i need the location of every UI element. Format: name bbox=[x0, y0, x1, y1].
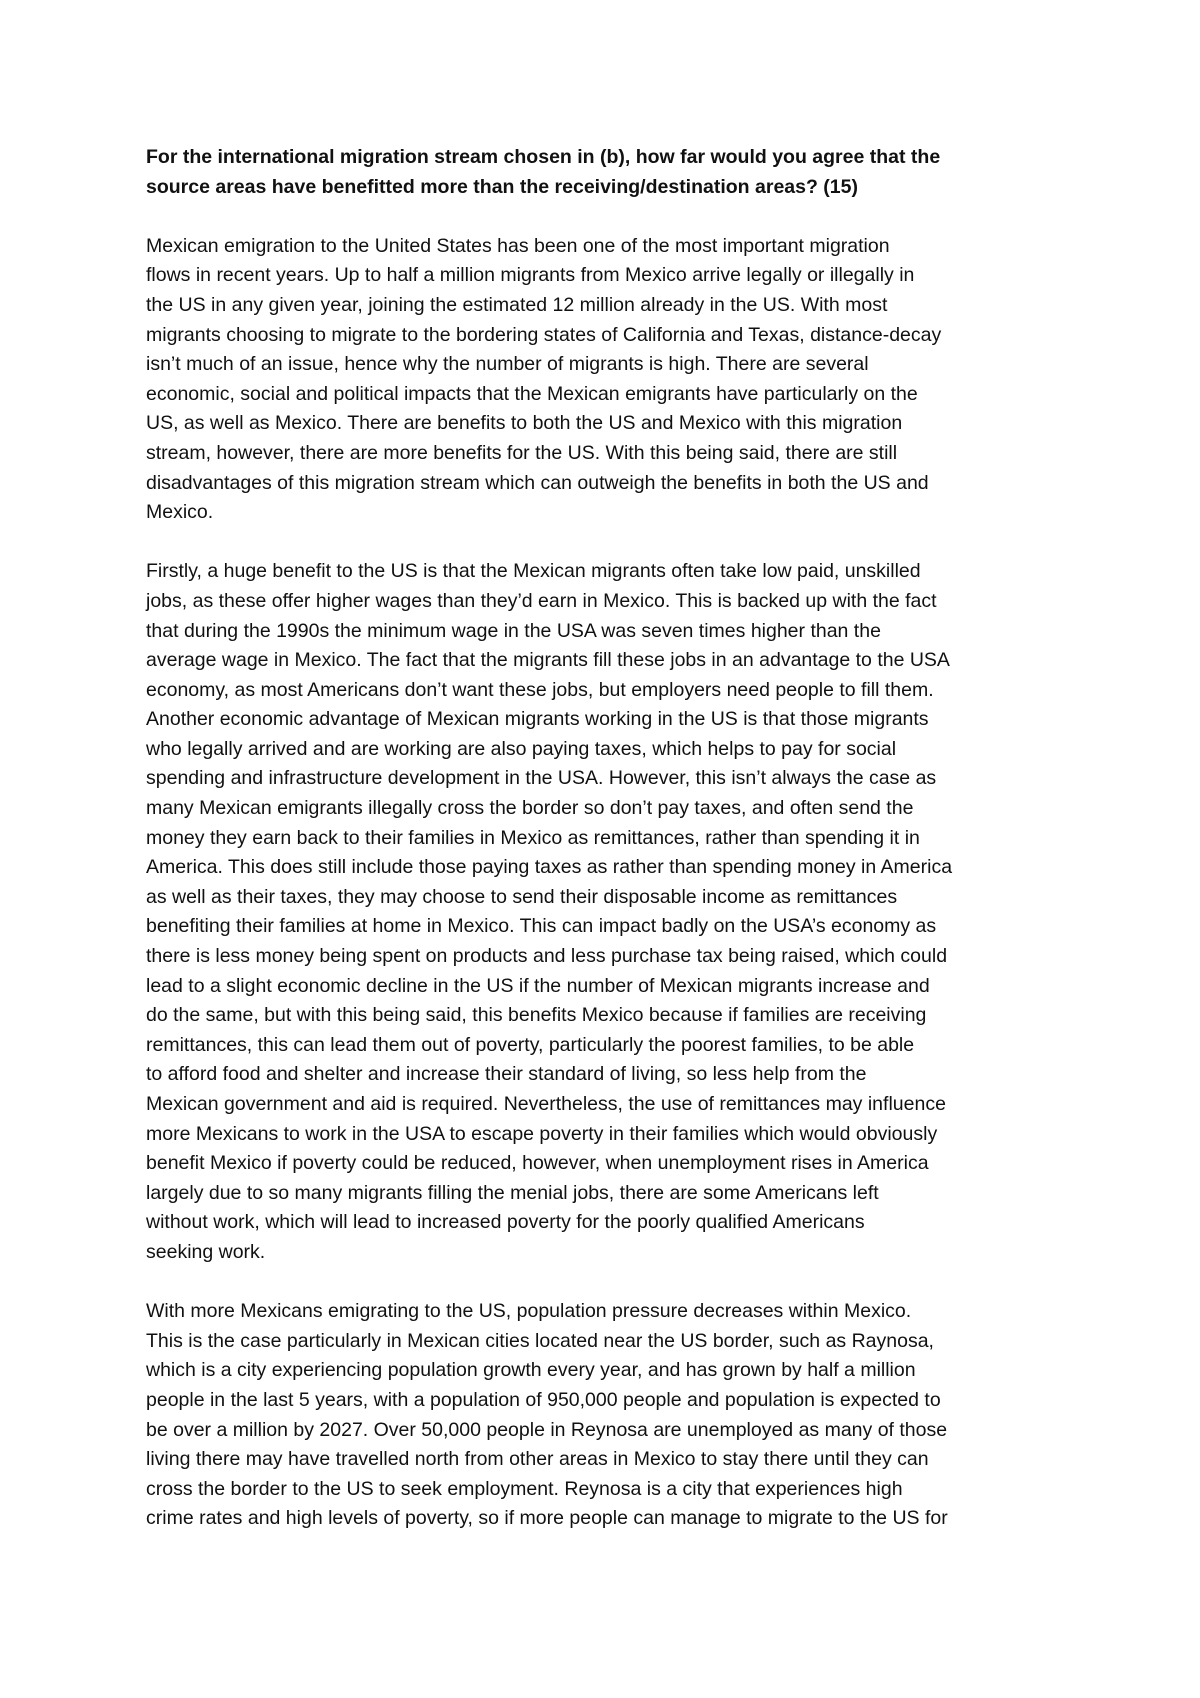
essay-paragraphs bbox=[146, 232, 1086, 1534]
text-line: as well as their taxes, they may choose to send their disposable income as remittances bbox=[146, 885, 898, 908]
text-line: to afford food and shelter and increase their standard of living, so less help from the bbox=[146, 1063, 867, 1086]
text-line: average wage in Mexico. The fact that the migrants fill these jobs in an advantage to the USA bbox=[146, 649, 950, 672]
text-line: This is the case particularly in Mexican cities located near the US border, such as Raynosa, bbox=[146, 1329, 934, 1352]
text-line: people in the last 5 years, with a population of 950,000 people and population is expected to bbox=[146, 1388, 941, 1411]
heading-line: For the international migration stream chosen in (b), how far would you agree that the bbox=[146, 146, 941, 168]
text-line: many Mexican emigrants illegally cross the border so don’t pay taxes, and often send the bbox=[146, 797, 914, 820]
text-line: Another economic advantage of Mexican migrants working in the US is that those migrants bbox=[146, 708, 929, 731]
text-line: be over a million by 2027. Over 50,000 people in Reynosa are unemployed as many of those bbox=[146, 1418, 948, 1441]
text-line: Mexico. bbox=[146, 501, 214, 524]
text-line: money they earn back to their families in Mexico as remittances, rather than spending it in bbox=[146, 826, 920, 849]
text-line: Mexican government and aid is required. Nevertheless, the use of remittances may influence bbox=[146, 1093, 946, 1115]
text-line: more Mexicans to work in the USA to escape poverty in their families which would obviously bbox=[146, 1122, 938, 1145]
text-line: that during the 1990s the minimum wage in the USA was seven times higher than the bbox=[146, 619, 881, 642]
text-line: crime rates and high levels of poverty, so if more people can manage to migrate to the US for bbox=[146, 1507, 948, 1530]
text-line: benefit Mexico if poverty could be reduced, however, when unemployment rises in America bbox=[146, 1152, 929, 1175]
text-line: benefiting their families at home in Mexico. This can impact badly on the USA’s economy as bbox=[146, 915, 937, 938]
text-line: isn’t much of an issue, hence why the number of migrants is high. There are several bbox=[146, 353, 869, 376]
paragraph bbox=[146, 557, 1086, 1267]
text-line: without work, which will lead to increased poverty for the poorly qualified Americans bbox=[146, 1211, 865, 1234]
text-line: the US in any given year, joining the estimated 12 million already in the US. With most bbox=[146, 293, 888, 316]
text-line: spending and infrastructure development in the USA. However, this isn’t always the case as bbox=[146, 767, 937, 790]
text-line: migrants choosing to migrate to the bordering states of California and Texas, distance-decay bbox=[146, 323, 942, 346]
text-line: flows in recent years. Up to half a million migrants from Mexico arrive legally or illegally in bbox=[146, 264, 915, 287]
text-line: disadvantages of this migration stream which can outweigh the benefits in both the US and bbox=[146, 471, 929, 494]
text-line: lead to a slight economic decline in the US if the number of Mexican migrants increase and bbox=[146, 974, 930, 997]
paragraph bbox=[146, 232, 1086, 528]
text-line: who legally arrived and are working are also paying taxes, which helps to pay for social bbox=[146, 737, 897, 760]
text-line: cross the border to the US to seek employment. Reynosa is a city that experiences high bbox=[146, 1477, 903, 1500]
heading-line: source areas have benefitted more than the receiving/destination areas? (15) bbox=[146, 175, 858, 198]
text-line: remittances, this can lead them out of poverty, particularly the poorest families, to be able bbox=[146, 1033, 915, 1056]
text-line: living there may have travelled north from other areas in Mexico to stay there until they can bbox=[146, 1448, 929, 1471]
text-line: which is a city experiencing population growth every year, and has grown by half a million bbox=[146, 1359, 916, 1382]
text-line: With more Mexicans emigrating to the US, population pressure decreases within Mexico. bbox=[146, 1300, 912, 1323]
question-heading bbox=[146, 143, 1086, 202]
text-line: economy, as most Americans don’t want these jobs, but employers need people to fill them. bbox=[146, 678, 934, 701]
document-body bbox=[146, 143, 1086, 1564]
text-line: jobs, as these offer higher wages than they’d earn in Mexico. This is backed up with the fact bbox=[146, 589, 937, 612]
text-line: Firstly, a huge benefit to the US is that the Mexican migrants often take low paid, unskilled bbox=[146, 560, 921, 583]
paragraph bbox=[146, 1297, 1086, 1534]
text-line: there is less money being spent on products and less purchase tax being raised, which could bbox=[146, 945, 948, 968]
text-line: stream, however, there are more benefits for the US. With this being said, there are still bbox=[146, 441, 898, 464]
text-line: seeking work. bbox=[146, 1240, 266, 1263]
text-line: largely due to so many migrants filling the menial jobs, there are some Americans left bbox=[146, 1181, 879, 1204]
text-line: US, as well as Mexico. There are benefits to both the US and Mexico with this migration bbox=[146, 412, 903, 435]
text-line: do the same, but with this being said, this benefits Mexico because if families are receiving bbox=[146, 1004, 927, 1027]
text-line: economic, social and political impacts that the Mexican emigrants have particularly on the bbox=[146, 382, 918, 405]
text-line: Mexican emigration to the United States has been one of the most important migration bbox=[146, 234, 890, 257]
text-line: America. This does still include those paying taxes as rather than spending money in America bbox=[146, 856, 953, 879]
